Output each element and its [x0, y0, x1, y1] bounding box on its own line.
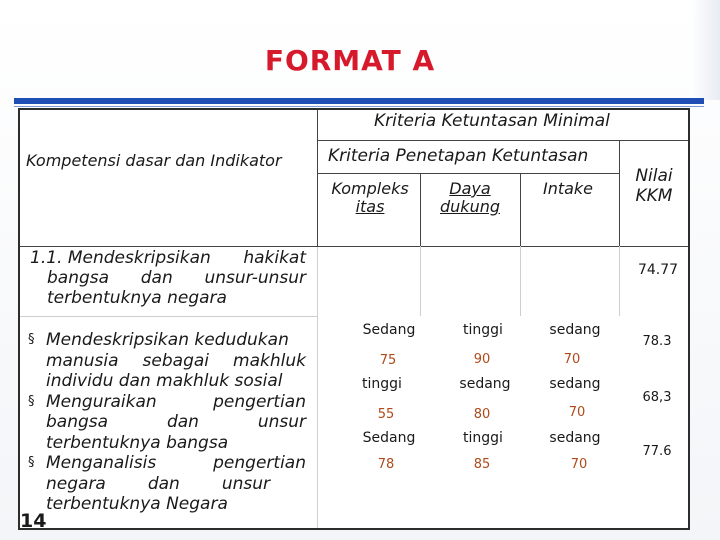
- kd-line-2: [30, 268, 306, 288]
- indicator-item: [28, 453, 306, 515]
- penetapan-header: Kriteria Penetapan Ketuntasan: [328, 146, 589, 166]
- kompleksitas-header-line2: itas: [355, 197, 385, 216]
- word: dan: [147, 473, 180, 494]
- row-1-intake: sedang: [549, 322, 601, 338]
- row-1-daya-dukung: tinggi: [463, 322, 503, 338]
- row-2-i-score: 70: [568, 405, 586, 420]
- row-3-k-score: 78: [377, 457, 395, 472]
- indicator-1-line-2: [46, 351, 306, 372]
- bullet-icon: §: [28, 332, 35, 347]
- word: pengertian: [213, 453, 306, 473]
- indicator-3-line-2: [46, 474, 306, 495]
- indicator-1-line-3: individu dan makhluk sosial: [46, 371, 283, 391]
- table-divider-nilai-lower: [619, 246, 620, 316]
- word: Menganalisis: [46, 453, 157, 473]
- indicator-3-line-3: terbentuknya Negara: [46, 494, 228, 514]
- kd-line-2a: bangsa: [47, 268, 110, 288]
- bullet-icon: §: [28, 455, 35, 470]
- word: unsur: [257, 412, 306, 432]
- word: manusia: [46, 350, 119, 371]
- nilai-header-line2: KKM: [635, 186, 673, 206]
- title-rule-thin: [14, 106, 704, 107]
- table-divider-kompleksitas-lower: [420, 246, 421, 316]
- slide-number: 14: [20, 510, 47, 532]
- indicator-2-line-2: [46, 412, 306, 433]
- nilai-header-line1: Nilai: [635, 166, 673, 186]
- row-1-kkm: 78.3: [642, 334, 672, 349]
- row-3-kompleksitas: Sedang: [362, 430, 416, 446]
- kd-line-3: terbentuknya negara: [47, 288, 227, 308]
- kd-kkm-value: 74.77: [637, 262, 679, 278]
- word: makhluk: [233, 350, 306, 371]
- row-2-kompleksitas: tinggi: [362, 376, 402, 392]
- indicator-1-line-1: Mendeskripsikan kedudukan: [46, 330, 289, 350]
- daya-header-line2: dukung: [440, 197, 500, 216]
- indicator-3-line-1: [46, 453, 306, 474]
- row-1-k-score: 75: [379, 353, 397, 368]
- word: bangsa: [46, 412, 109, 432]
- kd-line-2b: dan: [140, 268, 173, 288]
- kompleksitas-header: [320, 180, 420, 216]
- bullet-icon: §: [28, 393, 35, 409]
- row-2-d-score: 80: [473, 407, 491, 422]
- kd-text: [30, 248, 306, 308]
- row-3-kkm: 77.6: [642, 444, 672, 459]
- indicator-item: [28, 330, 306, 392]
- daya-dukung-header: [420, 180, 520, 216]
- table-divider-sub: [317, 173, 619, 174]
- row-1-d-score: 90: [473, 352, 491, 367]
- word: negara: [46, 473, 106, 494]
- kd-line-2c: unsur-unsur: [204, 268, 306, 288]
- slide-title: FORMAT A: [264, 44, 436, 77]
- indicator-item: [28, 392, 306, 454]
- indicator-2-line-3: terbentuknya bangsa: [46, 432, 229, 453]
- row-3-daya-dukung: tinggi: [463, 430, 503, 446]
- daya-header-line1: Daya: [449, 179, 491, 198]
- kd-line-1a: 1.1. Mendeskripsikan: [30, 248, 211, 268]
- kd-line-1: [30, 248, 306, 268]
- row-2-daya-dukung: sedang: [459, 376, 511, 392]
- row-2-kkm: 68,3: [642, 390, 672, 405]
- table-divider-nilai: [619, 140, 620, 246]
- word: pengertian: [213, 391, 306, 412]
- kd-header: Kompetensi dasar dan Indikator: [26, 151, 282, 170]
- nilai-kkm-header: [622, 166, 686, 206]
- title-rule: [14, 98, 704, 104]
- row-3-d-score: 85: [473, 457, 491, 472]
- table-divider-kkm: [317, 140, 688, 141]
- word: sebagai: [142, 350, 210, 371]
- table-divider-kd-row: [20, 316, 318, 317]
- row-3-i-score: 70: [570, 457, 588, 472]
- word: dan: [166, 412, 199, 432]
- intake-header: Intake: [542, 179, 594, 198]
- kompleksitas-header-line1: Kompleks: [331, 179, 409, 198]
- row-2-intake: sedang: [549, 376, 601, 392]
- row-1-kompleksitas: Sedang: [362, 322, 416, 338]
- table-divider-kd-lower: [317, 246, 318, 528]
- table-divider-header-bottom: [20, 246, 688, 247]
- kd-line-1b: hakikat: [243, 248, 306, 268]
- word: Menguraikan: [46, 391, 157, 412]
- table-divider-kd: [317, 110, 318, 246]
- kkm-header: Kriteria Ketuntasan Minimal: [374, 111, 610, 131]
- word: unsur: [221, 473, 270, 494]
- indicator-2-line-1: [46, 392, 306, 413]
- table-divider-daya-lower: [520, 246, 521, 316]
- row-3-intake: sedang: [549, 430, 601, 446]
- row-2-k-score: 55: [377, 407, 395, 422]
- row-1-i-score: 70: [563, 352, 581, 367]
- indicator-list: [28, 330, 306, 515]
